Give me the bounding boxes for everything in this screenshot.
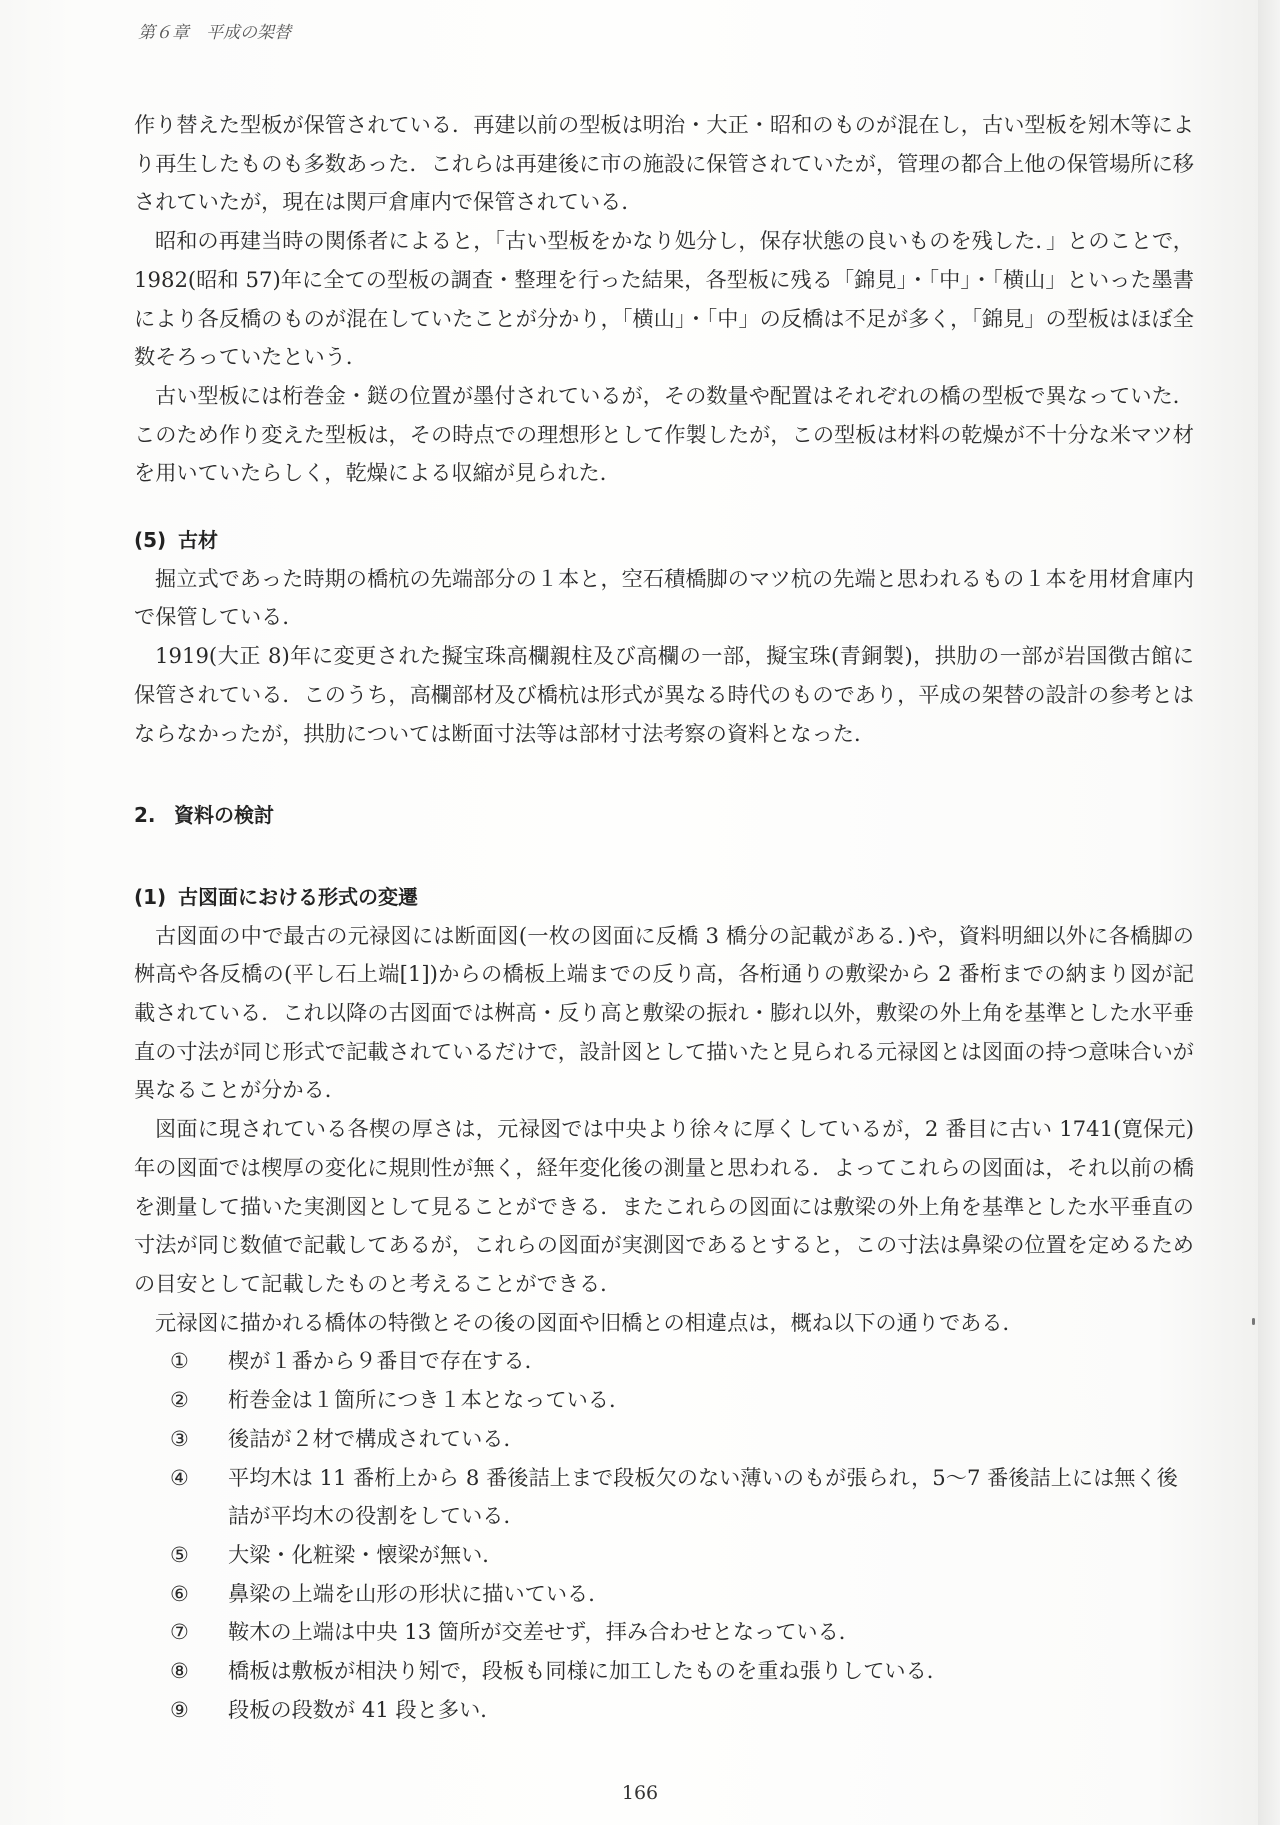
section-title: 古材 xyxy=(178,528,218,553)
list-number: ④ xyxy=(170,1464,189,1490)
scan-speck xyxy=(1252,1318,1255,1325)
list-text: 段板の段数が 41 段と多い． xyxy=(228,1696,502,1722)
list-item xyxy=(134,1381,1194,1420)
list-item xyxy=(134,1575,1194,1614)
list-text: 鞍木の上端は中央 13 箇所が交差せず，拝み合わせとなっている． xyxy=(228,1619,860,1645)
paragraph: 図面に現されている各楔の厚さは，元禄図では中央より徐々に厚くしているが，2 番目に古い 1741(寛保元)年の図面では楔厚の変化に規則性が無く，経年変化後の測量と思われる．よってこれらの図面は，それ以前の橋を測量して描いた実測図として見ることができる．またこれらの図面には敷梁の外上角を基準とした水平垂直の寸法が同じ数値で記載してあるが，これらの図面が実測図であるとすると，この寸法は鼻梁の位置を定めるための目安として記載したものと考えることができる． xyxy=(134,1116,1194,1296)
list-item xyxy=(134,1420,1194,1459)
list-text: 後詰が２材で構成されている． xyxy=(228,1425,525,1451)
list-item xyxy=(134,1691,1194,1730)
page-body xyxy=(134,106,1194,1729)
feature-list xyxy=(134,1342,1194,1729)
list-number: ③ xyxy=(170,1425,189,1451)
page-number: 166 xyxy=(621,1782,659,1804)
list-text: 桁巻金は１箇所につき１本となっている． xyxy=(228,1387,631,1413)
paragraph: 古い型板には桁巻金・鎹の位置が墨付されているが，その数量や配置はそれぞれの橋の型板で異なっていた．このため作り変えた型板は，その時点での理想形として作製したが，この型板は材料の乾燥が不十分な米マツ材を用いていたらしく，乾燥による収縮が見られた． xyxy=(134,382,1194,486)
list-number: ① xyxy=(170,1348,189,1374)
list-number: ② xyxy=(170,1387,189,1413)
list-text: 大梁・化粧梁・懐梁が無い． xyxy=(228,1541,504,1567)
section-heading-5 xyxy=(134,521,1194,560)
list-item xyxy=(134,1613,1194,1652)
list-number: ⑧ xyxy=(170,1658,189,1684)
list-text: 鼻梁の上端を山形の形状に描いている． xyxy=(228,1580,610,1606)
paragraph: 古図面の中で最古の元禄図には断面図(一枚の図面に反橋 3 橋分の記載がある．)や，資料明細以外に各橋脚の桝高や各反橋の(平し石上端[1])からの橋板上端までの反り高，各桁通りの敷梁から 2 番桁までの納まり図が記載されている．これ以降の古図面では桝高・反り高と敷梁の振れ・膨れ以外，敷梁の外上角を基準とした水平垂直の寸法が同じ形式で記載されているだけで，設計図として描いたと見られる元禄図とは図面の持つ意味合いが異なることが分かる． xyxy=(134,922,1194,1103)
running-head: 第６章 平成の架替 xyxy=(138,23,291,43)
list-item xyxy=(134,1459,1194,1536)
paragraph: 作り替えた型板が保管されている．再建以前の型板は明治・大正・昭和のものが混在し，古い型板を矧木等により再生したものも多数あった．これらは再建後に市の施設に保管されていたが，管理の都合上他の保管場所に移されていたが，現在は関戸倉庫内で保管されている． xyxy=(134,112,1194,215)
page-edge-shadow xyxy=(1258,0,1280,1825)
chapter-title: 資料の検討 xyxy=(174,803,274,828)
list-item xyxy=(134,1342,1194,1381)
list-number: ⑨ xyxy=(170,1696,189,1722)
paragraph: 掘立式であった時期の橋杭の先端部分の１本と，空石積橋脚のマツ杭の先端と思われるもの１本を用材倉庫内で保管している． xyxy=(134,565,1194,630)
list-item xyxy=(134,1536,1194,1575)
list-number: ⑦ xyxy=(170,1619,189,1645)
list-text: 橋板は敷板が相決り矧で，段板も同様に加工したものを重ね張りしている． xyxy=(228,1658,948,1684)
section-heading-1 xyxy=(134,878,1194,917)
list-number: ⑤ xyxy=(170,1541,189,1567)
paragraph: 元禄図に描かれる橋体の特徴とその後の図面や旧橋との相違点は，概ね以下の通りである． xyxy=(155,1309,1024,1335)
chapter-heading xyxy=(134,796,1194,835)
list-item xyxy=(134,1652,1194,1691)
section-title: 古図面における形式の変遷 xyxy=(178,884,418,909)
paragraph: 1919(大正 8)年に変更された擬宝珠高欄親柱及び高欄の一部，擬宝珠(青銅製)，拱肋の一部が岩国徴古館に保管されている．このうち，高欄部材及び橋杭は形式が異なる時代のものであり，平成の架替の設計の参考とはならなかったが，拱肋については断面寸法等は部材寸法考察の資料となった． xyxy=(134,643,1194,746)
list-text: 楔が１番から９番目で存在する． xyxy=(228,1348,546,1374)
section-number: (1) xyxy=(134,884,167,909)
chapter-number: 2. xyxy=(134,803,156,828)
list-text: 平均木は 11 番桁上から 8 番後詰上まで段板欠のない薄いのもが張られ，5〜7 番後詰上には無く後詰が平均木の役割をしている． xyxy=(228,1464,1178,1529)
section-number: (5) xyxy=(134,528,167,553)
paragraph: 昭和の再建当時の関係者によると，「古い型板をかなり処分し，保存状態の良いものを残した．」とのことで，1982(昭和 57)年に全ての型板の調査・整理を行った結果，各型板に残る「錦見」・「中」・「横山」といった墨書により各反橋のものが混在していたことが分かり，「横山」・「中」の反橋は不足が多く，「錦見」の型板はほぼ全数そろっていたという． xyxy=(134,228,1194,370)
list-number: ⑥ xyxy=(170,1580,189,1606)
